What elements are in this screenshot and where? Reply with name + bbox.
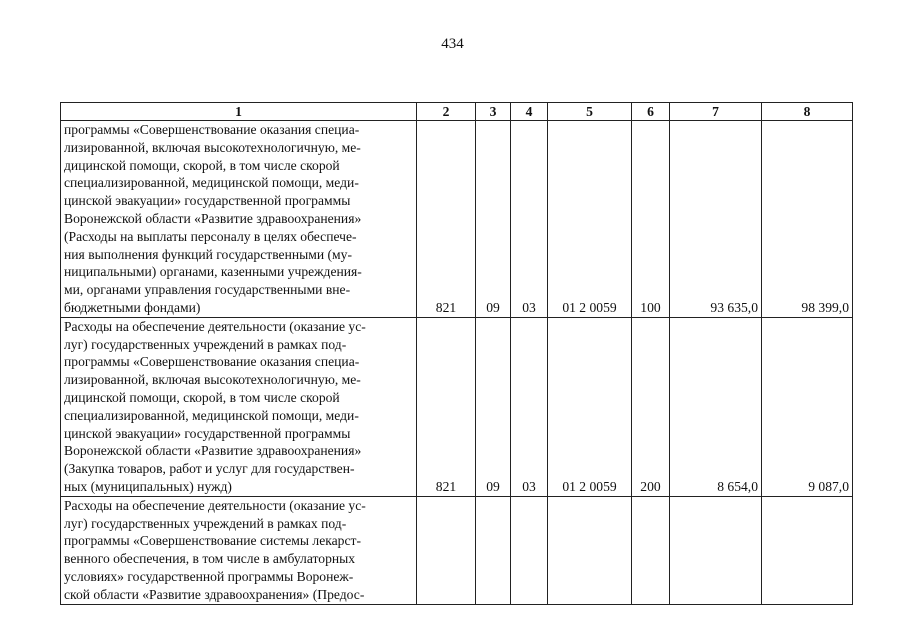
ministry-code-cell: 821	[417, 121, 476, 318]
table-row	[61, 121, 853, 318]
subsection-code-cell: 03	[511, 317, 548, 496]
subsection-code-cell	[511, 496, 548, 604]
description-line: дицинской помощи, скорой, в том числе скорой	[64, 157, 340, 173]
column-header-8: 8	[762, 103, 853, 121]
description-line: специализированной, медицинской помощи, меди-	[64, 175, 359, 191]
description-line: лизированной, включая высокотехнологичную, ме-	[64, 372, 361, 388]
amount-cell-8: 98 399,0	[762, 121, 853, 318]
description-line: программы «Совершенствование оказания специа-	[64, 354, 360, 370]
description-line: Расходы на обеспечение деятельности (оказание ус-	[64, 318, 366, 334]
description-line: цинской эвакуации» государственной программы	[64, 425, 351, 441]
row-description	[61, 496, 417, 604]
description-line: Воронежской области «Развитие здравоохранения»	[64, 443, 362, 459]
amount-cell-8: 9 087,0	[762, 317, 853, 496]
subsection-code-cell: 03	[511, 121, 548, 318]
description-line: луг) государственных учреждений в рамках под-	[64, 336, 347, 352]
description-line: ных (муниципальных) нужд)	[64, 478, 232, 494]
table-row	[61, 317, 853, 496]
amount-cell-7: 8 654,0	[670, 317, 762, 496]
column-header-6: 6	[632, 103, 670, 121]
column-header-4: 4	[511, 103, 548, 121]
column-header-7: 7	[670, 103, 762, 121]
description-line: луг) государственных учреждений в рамках под-	[64, 515, 347, 531]
table-row	[61, 496, 853, 604]
description-line: дицинской помощи, скорой, в том числе скорой	[64, 389, 340, 405]
budget-table	[60, 102, 853, 605]
description-line: венного обеспечения, в том числе в амбулаторных	[64, 551, 356, 567]
row-description	[61, 121, 417, 318]
table-header-row	[61, 103, 853, 121]
target-article-cell: 01 2 0059	[548, 317, 632, 496]
expense-type-cell: 100	[632, 121, 670, 318]
description-line: ми, органами управления государственными вне-	[64, 282, 351, 298]
amount-cell-7: 93 635,0	[670, 121, 762, 318]
target-article-cell	[548, 496, 632, 604]
amount-cell-8	[762, 496, 853, 604]
ministry-code-cell: 821	[417, 317, 476, 496]
ministry-code-cell	[417, 496, 476, 604]
description-line: Воронежской области «Развитие здравоохранения»	[64, 210, 362, 226]
column-header-2: 2	[417, 103, 476, 121]
expense-type-cell: 200	[632, 317, 670, 496]
amount-cell-7	[670, 496, 762, 604]
description-line: программы «Совершенствование оказания специа-	[64, 122, 360, 137]
description-line: специализированной, медицинской помощи, меди-	[64, 407, 359, 423]
description-line: Расходы на обеспечение деятельности (оказание ус-	[64, 497, 366, 513]
column-header-1: 1	[61, 103, 417, 121]
section-code-cell: 09	[476, 121, 511, 318]
description-line: ской области «Развитие здравоохранения» (Предос-	[64, 586, 365, 602]
page-number: 434	[441, 36, 464, 52]
expense-type-cell	[632, 496, 670, 604]
description-line: (Закупка товаров, работ и услуг для государствен-	[64, 461, 355, 477]
description-line: бюджетными фондами)	[64, 299, 201, 315]
description-line: ния выполнения функций государственными (му-	[64, 246, 352, 262]
description-line: ниципальными) органами, казенными учреждения-	[64, 264, 362, 280]
column-header-3: 3	[476, 103, 511, 121]
description-line: условиях» государственной программы Воронеж-	[64, 568, 354, 584]
column-header-5: 5	[548, 103, 632, 121]
description-line: лизированной, включая высокотехнологичную, ме-	[64, 139, 361, 155]
target-article-cell: 01 2 0059	[548, 121, 632, 318]
description-line: (Расходы на выплаты персоналу в целях обеспече-	[64, 228, 357, 244]
description-line: программы «Совершенствование системы лекарст-	[64, 533, 361, 549]
section-code-cell	[476, 496, 511, 604]
description-line: цинской эвакуации» государственной программы	[64, 193, 351, 209]
row-description	[61, 317, 417, 496]
section-code-cell: 09	[476, 317, 511, 496]
